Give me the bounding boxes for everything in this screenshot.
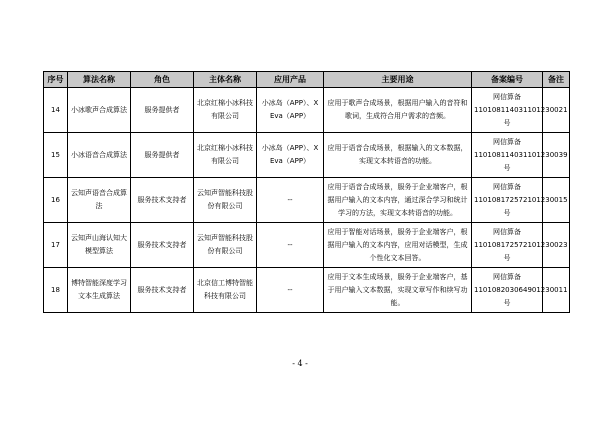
cell-role: 服务技术支持者: [131, 178, 194, 223]
cell-filing: 网信算备 110108172572101230023 号: [472, 223, 543, 268]
cell-no: 14: [44, 88, 68, 133]
cell-purpose: 应用于语音合成场景，服务于企业端客户，根据用户输入的文本内容，通过深合学习和统计学习的方法，实现文本转语音的功能。: [324, 178, 472, 223]
header-product: 应用产品: [257, 72, 324, 88]
algorithm-registry-table: [43, 71, 570, 313]
cell-algorithm: 小冰语音合成算法: [68, 133, 131, 178]
cell-entity: 云知声智能科技股份有限公司: [194, 223, 257, 268]
table-row: [44, 268, 570, 313]
cell-algorithm: 云知声山海认知大模型算法: [68, 223, 131, 268]
cell-filing: 网信算备 110108172572101230015 号: [472, 178, 543, 223]
cell-algorithm: 小冰歌声合成算法: [68, 88, 131, 133]
header-filing: 备案编号: [472, 72, 543, 88]
cell-filing: 网信算备 110108114031101230021 号: [472, 88, 543, 133]
cell-purpose: 应用于语音合成场景，根据输入的文本数据，实现文本转语音的功能。: [324, 133, 472, 178]
header-no: 序号: [44, 72, 68, 88]
cell-role: 服务技术支持者: [131, 268, 194, 313]
table-row: [44, 178, 570, 223]
cell-entity: 北京红棉小冰科技有限公司: [194, 88, 257, 133]
cell-purpose: 应用于文本生成场景，服务于企业端客户，基于用户输入文本数据，实现文章写作和续写功能。: [324, 268, 472, 313]
cell-entity: 北京红棉小冰科技有限公司: [194, 133, 257, 178]
cell-filing: 网信算备 110108203064901230011 号: [472, 268, 543, 313]
cell-no: 16: [44, 178, 68, 223]
header-purpose: 主要用途: [324, 72, 472, 88]
cell-no: 15: [44, 133, 68, 178]
table-row: [44, 133, 570, 178]
cell-entity: 北京信工博特智能科技有限公司: [194, 268, 257, 313]
page-number: - 4 -: [292, 359, 308, 368]
cell-algorithm: 云知声语音合成算法: [68, 178, 131, 223]
header-algorithm: 算法名称: [68, 72, 131, 88]
cell-no: 18: [44, 268, 68, 313]
cell-purpose: 应用于歌声合成场景，根据用户输入的音符和歌词，生成符合用户需求的音频。: [324, 88, 472, 133]
cell-role: 服务技术支持者: [131, 223, 194, 268]
cell-filing: 网信算备 110108114031101230039 号: [472, 133, 543, 178]
cell-product: --: [257, 268, 324, 313]
cell-product: --: [257, 178, 324, 223]
cell-role: 服务提供者: [131, 88, 194, 133]
header-remark: 备注: [543, 72, 570, 88]
header-role: 角色: [131, 72, 194, 88]
cell-product: 小冰岛（APP）、X Eva（APP）: [257, 133, 324, 178]
cell-product: 小冰岛（APP）、X Eva（APP）: [257, 88, 324, 133]
cell-entity: 云知声智能科技股份有限公司: [194, 178, 257, 223]
header-entity: 主体名称: [194, 72, 257, 88]
cell-no: 17: [44, 223, 68, 268]
cell-product: --: [257, 223, 324, 268]
table-header-row: [44, 72, 570, 88]
cell-algorithm: 博特智能深度学习文本生成算法: [68, 268, 131, 313]
cell-purpose: 应用于智能对话场景，服务于企业端客户，根据用户输入的文本内容，应用对话模型，生成个性化文本回答。: [324, 223, 472, 268]
table-row: [44, 88, 570, 133]
table-row: [44, 223, 570, 268]
cell-role: 服务提供者: [131, 133, 194, 178]
